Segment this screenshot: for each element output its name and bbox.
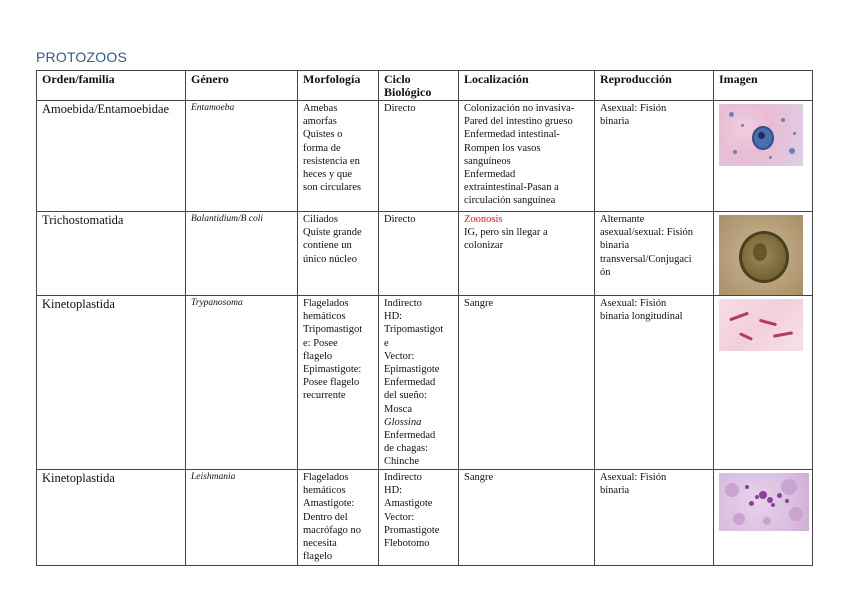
table-row [37, 296, 813, 470]
stain-dot [729, 112, 734, 117]
localizacion-line: circulación sanguínea [464, 195, 556, 207]
cell-shape [781, 479, 797, 495]
localizacion-line: Enfermedad intestinal- [464, 129, 560, 141]
stain-dot [793, 132, 796, 135]
morfologia-line: flagelo [303, 350, 333, 362]
morfologia-line: Ciliados [303, 214, 339, 225]
morfologia-line: Amastigote: [303, 498, 355, 510]
morfologia-line: Quistes o [303, 129, 343, 141]
ciclo-line: Amastigote [384, 498, 433, 510]
leishmania-micrograph-image [719, 473, 809, 531]
ciclo-line: Epimastigote [384, 364, 440, 376]
reproduccion-line: binaria [600, 116, 630, 128]
zoonosis-label: Zoonosis [464, 214, 503, 225]
morfologia-line: Flagelados [303, 472, 349, 483]
cell-morfologia [298, 101, 379, 212]
morfologia-line: necesita [303, 538, 337, 550]
morfologia-line: e: Posee [303, 337, 338, 349]
morfologia-line: recurrente [303, 390, 346, 402]
morfologia-line: flagelo [303, 551, 333, 563]
morfologia-line: heces y que [303, 169, 352, 181]
localizacion-line: sanguíneos [464, 155, 511, 167]
morfologia-line: hemáticos [303, 311, 346, 323]
ciclo-line: Directo [384, 103, 416, 114]
ciclo-line: Mosca [384, 403, 412, 415]
header-row [37, 71, 813, 101]
morfologia-line: Epimastigote: [303, 364, 362, 376]
morfologia-line: Amebas [303, 103, 338, 114]
cell-localizacion [459, 296, 595, 470]
amastigote-shape [755, 495, 759, 499]
reproduccion-line: asexual/sexual: Fisión [600, 227, 694, 239]
localizacion-line: Pared del intestino grueso [464, 116, 573, 128]
ciclo-line: Promastigote [384, 524, 440, 536]
cell-genero: Leishmania [186, 470, 298, 566]
cell-morfologia [298, 470, 379, 566]
morfologia-line: único núcleo [303, 253, 357, 265]
cell-shape [789, 507, 803, 521]
localizacion-line: Colonización no invasiva- [464, 103, 575, 114]
reproduccion-line: binaria longitudinal [600, 311, 683, 323]
trypanosome-shape [773, 331, 793, 337]
cell-orden: Trichostomatida [37, 212, 186, 296]
reproduccion-line: Asexual: Fisión [600, 103, 667, 114]
cell-morfologia [298, 212, 379, 296]
amastigote-shape [785, 499, 789, 503]
cell-ciclo [379, 470, 459, 566]
cell-shape [725, 483, 739, 497]
localizacion-line: Rompen los vasos [464, 142, 541, 154]
amastigote-shape [759, 491, 767, 499]
cell-imagen [714, 101, 813, 212]
morfologia-line: contiene un [303, 240, 352, 252]
ciclo-line: HD: [384, 311, 403, 323]
ciclo-line: Enfermedad [384, 430, 436, 442]
cell-imagen [714, 212, 813, 296]
ciclo-line: de chagas: [384, 443, 429, 455]
amastigote-shape [749, 501, 754, 506]
morfologia-line: hemáticos [303, 485, 346, 497]
cell-genero: Balantidium/B coli [186, 212, 298, 296]
cell-reproduccion [595, 212, 714, 296]
ciclo-line: Indirecto [384, 298, 422, 309]
trypanosoma-micrograph-image [719, 299, 803, 351]
cell-ciclo [379, 212, 459, 296]
morfologia-line: Flagelados [303, 298, 349, 309]
reproduccion-line: ón [600, 266, 611, 278]
morfologia-line: resistencia en [303, 155, 360, 167]
cell-reproduccion [595, 470, 714, 566]
localizacion-line: Sangre [464, 472, 494, 483]
cell-localizacion [459, 101, 595, 212]
ciclo-line: del sueño: [384, 390, 427, 402]
header-genero: Género [186, 71, 298, 101]
ciclo-line: Chinche [384, 456, 419, 468]
cell-shape [763, 517, 771, 525]
cell-localizacion [459, 470, 595, 566]
morfologia-line: Quiste grande [303, 227, 362, 239]
ciclo-line: Vector: [384, 350, 415, 362]
protozoa-table [36, 70, 813, 566]
ciclo-line: Tripomastigot [384, 324, 444, 336]
reproduccion-line: transversal/Conjugaci [600, 253, 692, 265]
amastigote-shape [777, 493, 782, 498]
cell-orden: Kinetoplastida [37, 470, 186, 566]
cell-genero: Entamoeba [186, 101, 298, 212]
ciclo-line: Indirecto [384, 472, 422, 483]
header-morfologia: Morfología [298, 71, 379, 101]
reproduccion-line: binaria [600, 485, 630, 497]
localizacion-line: extraintestinal-Pasan a [464, 182, 559, 194]
localizacion-line: Enfermedad [464, 169, 516, 181]
nucleus-shape [753, 243, 767, 261]
ciclo-line: Enfermedad [384, 377, 436, 389]
ciclo-line: Vector: [384, 511, 415, 523]
trypanosome-shape [739, 332, 753, 341]
ciclo-line: Flebotomo [384, 538, 430, 550]
cell-localizacion [459, 212, 595, 296]
cell-genero: Trypanosoma [186, 296, 298, 470]
cell-shape [733, 513, 745, 525]
morfologia-line: forma de [303, 142, 341, 154]
morfologia-line: Posee flagelo [303, 377, 360, 389]
localizacion-line: colonizar [464, 240, 504, 252]
cell-reproduccion [595, 101, 714, 212]
cell-ciclo [379, 101, 459, 212]
nucleus-shape [758, 132, 765, 139]
cell-morfologia [298, 296, 379, 470]
ciclo-line: Directo [384, 214, 416, 225]
header-reproduccion: Reproducción [595, 71, 714, 101]
header-localizacion: Localización [459, 71, 595, 101]
cell-orden: Amoebida/Entamoebidae [37, 101, 186, 212]
localizacion-line: Sangre [464, 298, 494, 309]
reproduccion-line: Alternante [600, 214, 645, 225]
trypanosome-shape [759, 319, 777, 327]
cell-orden: Kinetoplastida [37, 296, 186, 470]
stain-dot [781, 118, 785, 122]
header-ciclo-label: Ciclo Biológico [384, 72, 432, 99]
ciclo-line: e [384, 337, 389, 349]
section-title: PROTOZOOS [36, 49, 127, 65]
amastigote-shape [771, 503, 775, 507]
header-ciclo [379, 71, 459, 101]
localizacion-line: IG, pero sin llegar a [464, 227, 548, 239]
reproduccion-line: Asexual: Fisión [600, 472, 667, 483]
morfologia-line: amorfas [303, 116, 337, 128]
ciclo-line: Glossina [384, 416, 422, 428]
header-orden: Orden/familia [37, 71, 186, 101]
stain-dot [733, 150, 737, 154]
ciclo-line: HD: [384, 485, 403, 497]
cell-imagen [714, 470, 813, 566]
amastigote-shape [745, 485, 749, 489]
morfologia-line: Tripomastigot [303, 324, 363, 336]
stain-dot [769, 156, 772, 159]
entamoeba-micrograph-image [719, 104, 803, 166]
reproduccion-line: Asexual: Fisión [600, 298, 667, 309]
reproduccion-line: binaria [600, 240, 630, 252]
stain-dot [741, 124, 744, 127]
cell-reproduccion [595, 296, 714, 470]
header-imagen: Imagen [714, 71, 813, 101]
trypanosome-shape [729, 312, 749, 322]
stain-dot [789, 148, 795, 154]
table-row [37, 212, 813, 296]
balantidium-micrograph-image [719, 215, 803, 295]
table-row [37, 101, 813, 212]
morfologia-line: macrófago no [303, 524, 362, 536]
morfologia-line: son circulares [303, 182, 362, 194]
morfologia-line: Dentro del [303, 511, 348, 523]
cell-imagen [714, 296, 813, 470]
cell-ciclo [379, 296, 459, 470]
table-row [37, 470, 813, 566]
